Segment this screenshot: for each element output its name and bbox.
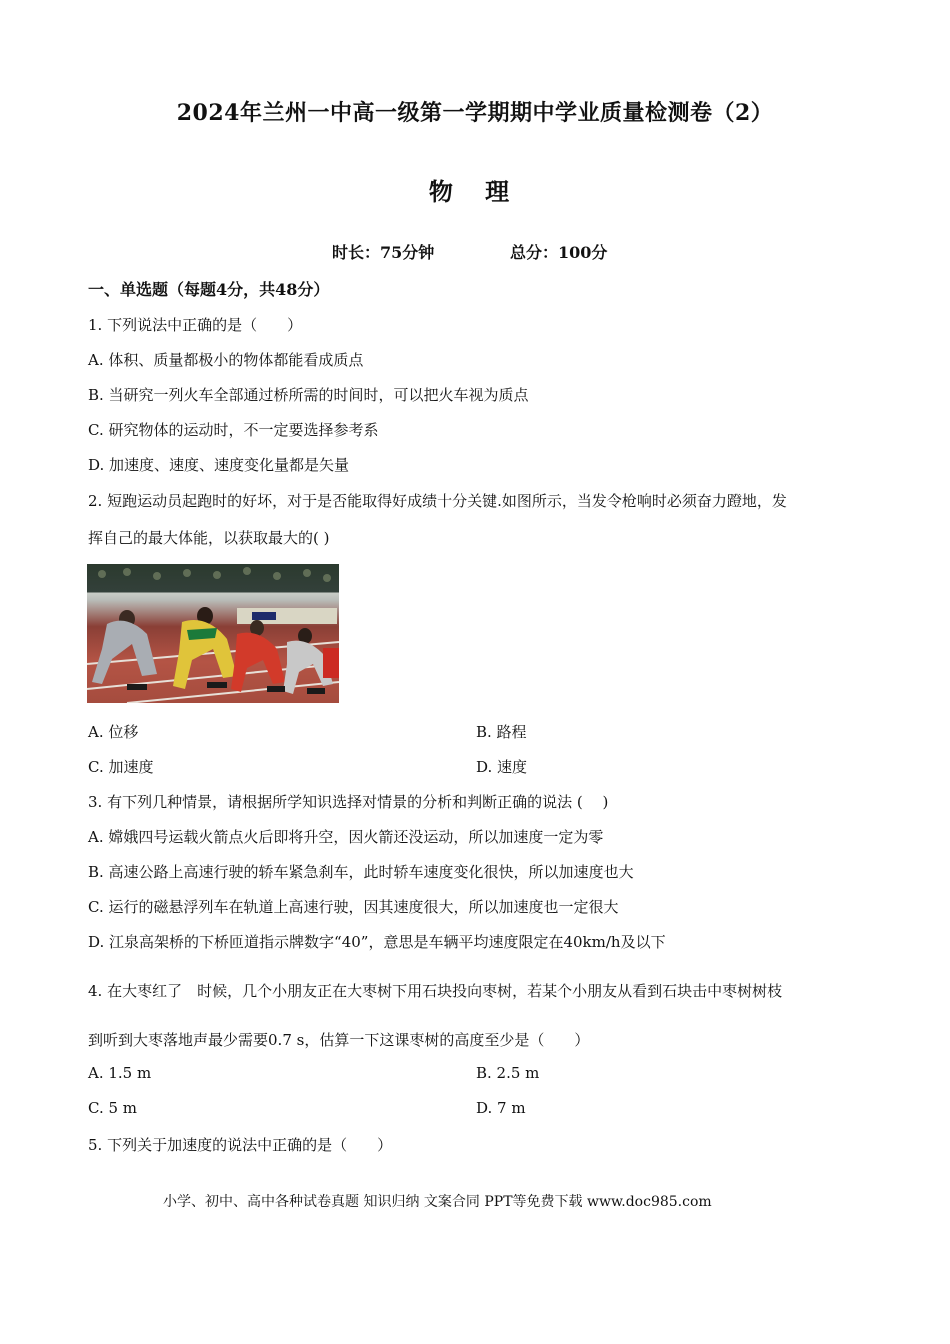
question-3-option-d: D. 江泉高架桥的下桥匝道指示牌数字“40”，意思是车辆平均速度限定在40km/h及以下 (88, 933, 666, 951)
question-3-option-b: B. 高速公路上高速行驶的轿车紧急刹车，此时轿车速度变化很快，所以加速度也大 (88, 863, 634, 881)
question-3-stem: 3. 有下列几种情景，请根据所学知识选择对情景的分析和判断正确的说法 ( ) (88, 793, 609, 811)
exam-duration: 时长：75分钟 (332, 243, 435, 262)
question-1-option-b: B. 当研究一列火车全部通过桥所需的时间时，可以把火车视为质点 (88, 386, 529, 404)
question-2-stem-line-2: 挥自己的最大体能，以获取最大的( ) (88, 529, 330, 547)
section-heading-single-choice: 一、单选题（每题4分，共48分） (88, 280, 330, 299)
sprinters-start-photo (87, 564, 339, 703)
exam-total-score: 总分：100分 (510, 243, 608, 262)
exam-title: 2024年兰州一中高一级第一学期期中学业质量检测卷（2） (176, 100, 774, 126)
question-3-option-c: C. 运行的磁悬浮列车在轨道上高速行驶，因其速度很大，所以加速度也一定很大 (88, 898, 619, 916)
question-1-option-a: A. 体积、质量都极小的物体都能看成质点 (88, 351, 364, 369)
question-4-stem-line-2: 到听到大枣落地声最少需要0.7 s，估算一下这课枣树的高度至少是（ ） (88, 1031, 590, 1049)
page-footer: 小学、初中、高中各种试卷真题 知识归纳 文案合同 PPT等免费下载 www.doc985.com (163, 1194, 712, 1210)
question-2-stem-line-1: 2. 短跑运动员起跑时的好坏，对于是否能取得好成绩十分关键.如图所示，当发令枪响时必须奋力蹬地，发 (88, 492, 787, 510)
question-1-stem: 1. 下列说法中正确的是（ ） (88, 316, 303, 334)
question-4-option-b: B. 2.5 m (476, 1064, 540, 1082)
question-2-option-a: A. 位移 (88, 723, 139, 741)
question-1-option-c: C. 研究物体的运动时，不一定要选择参考系 (88, 421, 379, 439)
question-4-stem-line-1: 4. 在大枣红了 时候，几个小朋友正在大枣树下用石块投向枣树，若某个小朋友从看到石块击中枣树树枝 (88, 982, 783, 1000)
question-4-option-d: D. 7 m (476, 1099, 526, 1117)
question-2-option-c: C. 加速度 (88, 758, 154, 776)
question-2-option-b: B. 路程 (476, 723, 527, 741)
question-1-option-d: D. 加速度、速度、速度变化量都是矢量 (88, 456, 350, 474)
question-3-option-a: A. 嫦娥四号运载火箭点火后即将升空，因火箭还没运动，所以加速度一定为零 (88, 828, 604, 846)
question-4-option-a: A. 1.5 m (88, 1064, 152, 1082)
question-5-stem: 5. 下列关于加速度的说法中正确的是（ ） (88, 1136, 393, 1154)
question-2-option-d: D. 速度 (476, 758, 528, 776)
question-4-option-c: C. 5 m (88, 1099, 138, 1117)
subject-heading: 物 理 (428, 177, 522, 206)
